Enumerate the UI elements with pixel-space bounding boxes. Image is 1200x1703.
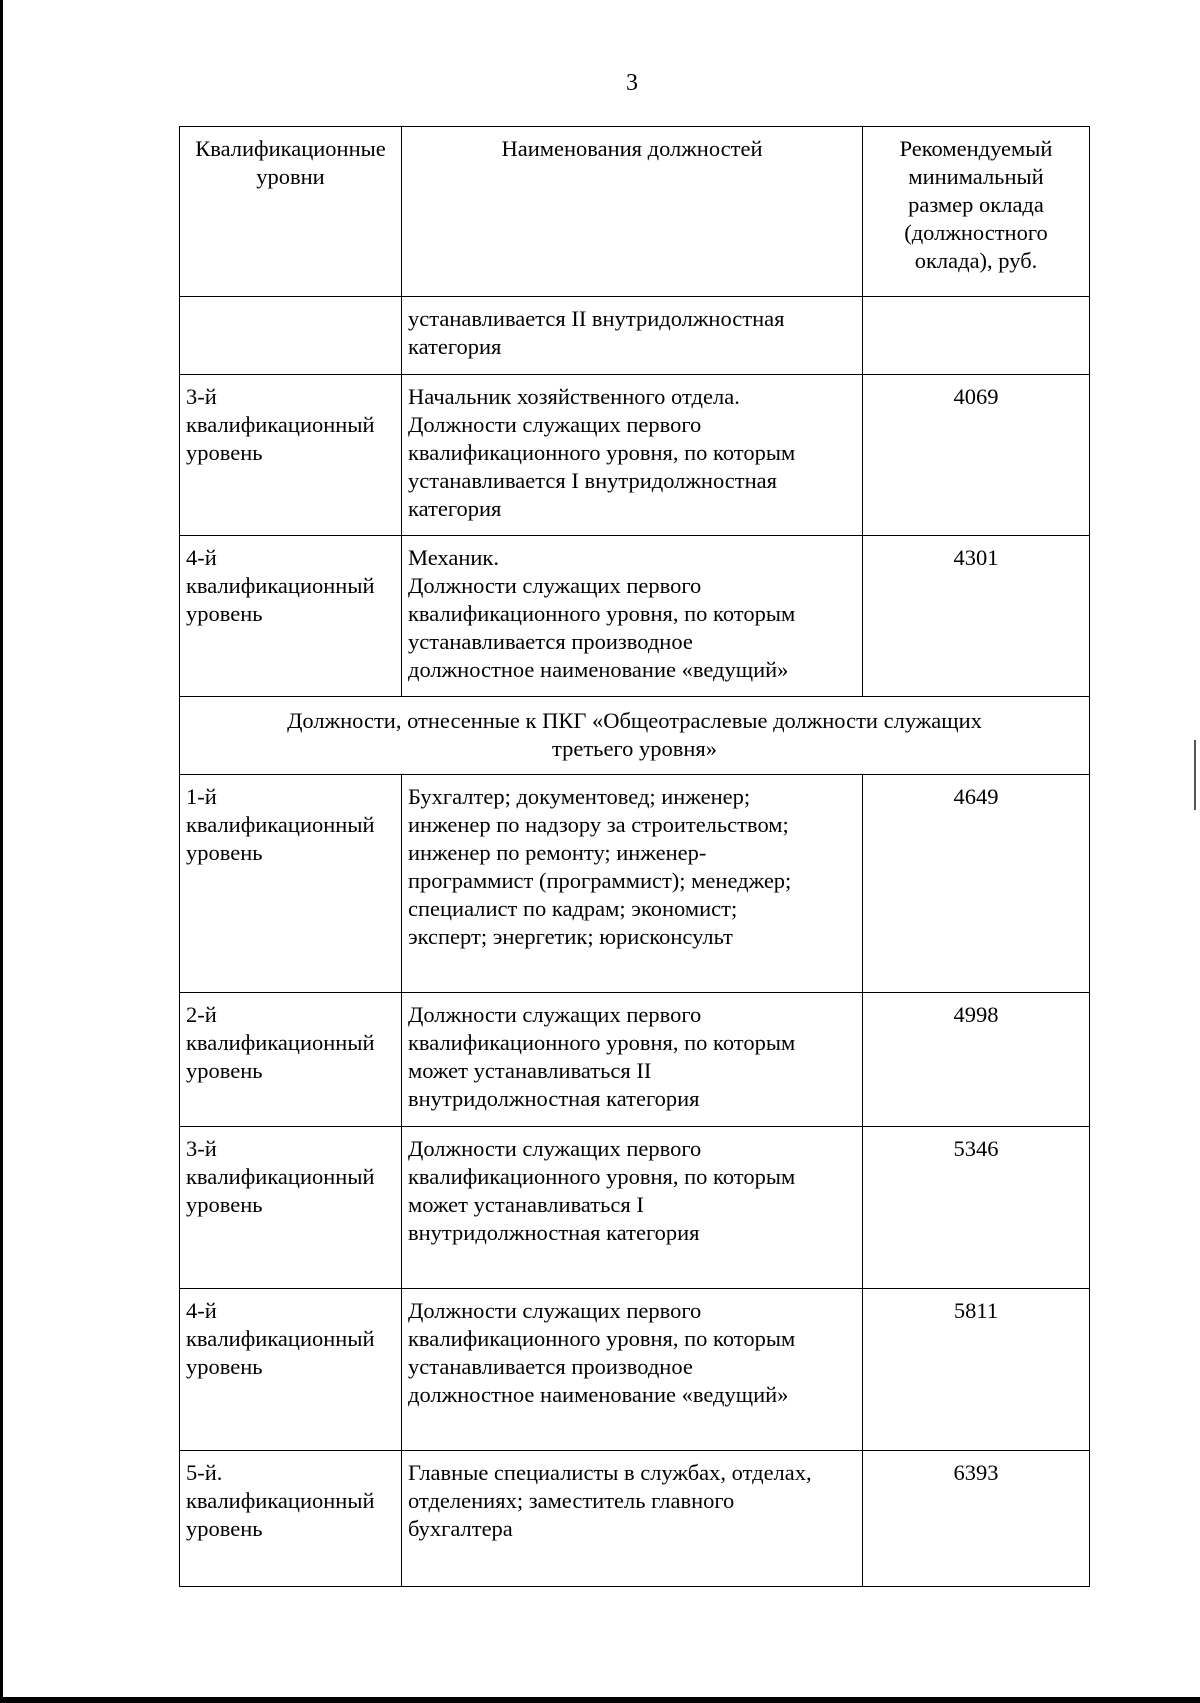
header-salary: Рекомендуемый минимальный размер оклада (должностного оклада), руб. bbox=[863, 127, 1090, 297]
table-row bbox=[180, 536, 1090, 697]
level-cell: 3-й квалификационный уровень bbox=[180, 375, 402, 536]
salary-cell: 4998 bbox=[863, 993, 1090, 1127]
positions-cell: Должности служащих первого квалификационного уровня, по которым устанавливается производное должностное наименование «ведущий» bbox=[402, 1289, 863, 1451]
page-number: 3 bbox=[626, 70, 638, 96]
level-cell bbox=[180, 297, 402, 375]
salary-cell: 4649 bbox=[863, 775, 1090, 993]
table-row bbox=[180, 375, 1090, 536]
level-cell: 4-й квалификационный уровень bbox=[180, 536, 402, 697]
table-row bbox=[180, 1289, 1090, 1451]
qualification-table bbox=[179, 126, 1090, 1587]
section-title: Должности, отнесенные к ПКГ «Общеотраслевые должности служащих третьего уровня» bbox=[180, 697, 1090, 775]
salary-cell: 5811 bbox=[863, 1289, 1090, 1451]
table-row bbox=[180, 1127, 1090, 1289]
level-cell: 2-й квалификационный уровень bbox=[180, 993, 402, 1127]
scan-edge-bottom bbox=[0, 1697, 1200, 1703]
positions-cell: Начальник хозяйственного отдела. Должности служащих первого квалификационного уровня, по которым устанавливается I внутридолжностная категория bbox=[402, 375, 863, 536]
header-positions: Наименования должностей bbox=[402, 127, 863, 297]
table-row bbox=[180, 775, 1090, 993]
salary-cell: 6393 bbox=[863, 1451, 1090, 1587]
salary-cell: 4069 bbox=[863, 375, 1090, 536]
section-row bbox=[180, 697, 1090, 775]
salary-cell: 4301 bbox=[863, 536, 1090, 697]
table-row bbox=[180, 1451, 1090, 1587]
positions-cell: Должности служащих первого квалификационного уровня, по которым может устанавливаться II внутридолжностная категория bbox=[402, 993, 863, 1127]
salary-cell: 5346 bbox=[863, 1127, 1090, 1289]
salary-cell bbox=[863, 297, 1090, 375]
table-row bbox=[180, 993, 1090, 1127]
table-header-row bbox=[180, 127, 1090, 297]
level-cell: 4-й квалификационный уровень bbox=[180, 1289, 402, 1451]
positions-cell: Механик. Должности служащих первого квалификационного уровня, по которым устанавливается производное должностное наименование «ведущий» bbox=[402, 536, 863, 697]
level-cell: 3-й квалификационный уровень bbox=[180, 1127, 402, 1289]
scan-mark-right bbox=[1194, 740, 1196, 810]
positions-cell: Бухгалтер; документовед; инженер; инженер по надзору за строительством; инженер по ремонту; инженер- программист (программист); менеджер; специалист по кадрам; экономист; эксперт; энергетик; юрисконсульт bbox=[402, 775, 863, 993]
header-levels: Квалификационные уровни bbox=[180, 127, 402, 297]
level-cell: 1-й квалификационный уровень bbox=[180, 775, 402, 993]
positions-cell: Должности служащих первого квалификационного уровня, по которым может устанавливаться I внутридолжностная категория bbox=[402, 1127, 863, 1289]
positions-cell: Главные специалисты в службах, отделах, отделениях; заместитель главного бухгалтера bbox=[402, 1451, 863, 1587]
scan-edge-left bbox=[0, 0, 3, 1703]
table-row bbox=[180, 297, 1090, 375]
level-cell: 5-й. квалификационный уровень bbox=[180, 1451, 402, 1587]
positions-cell: устанавливается II внутридолжностная категория bbox=[402, 297, 863, 375]
